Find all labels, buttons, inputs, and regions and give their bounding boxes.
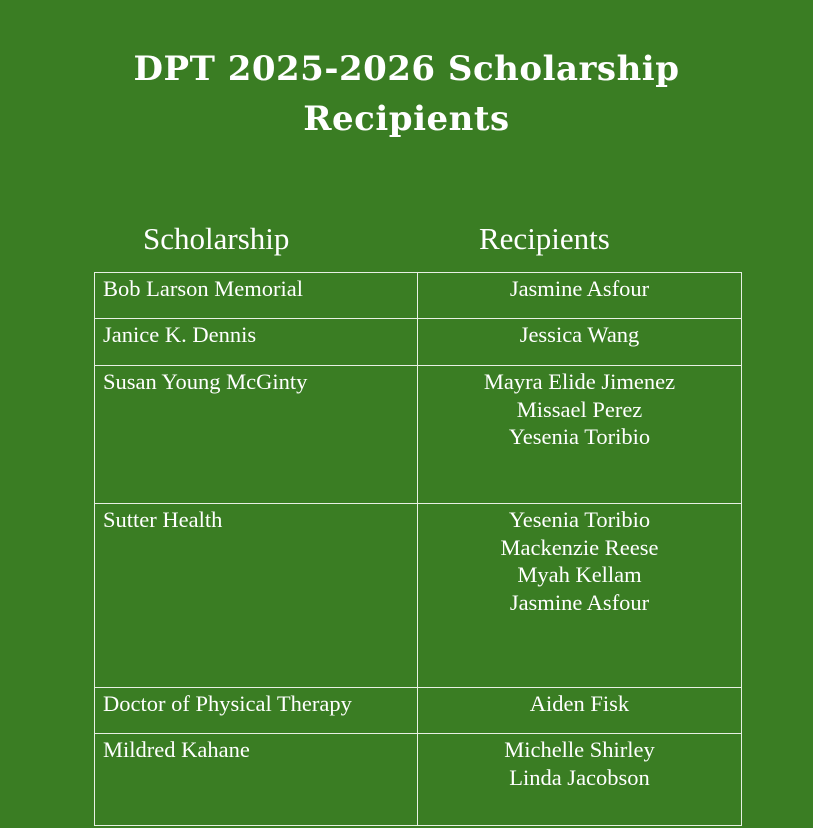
- recipient-name: Myah Kellam: [517, 562, 642, 587]
- recipient-name: Missael Perez: [516, 396, 643, 422]
- recipient-name: Yesenia Toribio: [508, 424, 651, 449]
- recipients-cell: [418, 366, 742, 504]
- scholarship-column-header: Scholarship: [143, 221, 290, 256]
- page-title: [0, 44, 813, 144]
- recipient-name: Jasmine Asfour: [509, 276, 650, 301]
- scholarship-name: Doctor of Physical Therapy: [95, 688, 418, 734]
- scholarship-name: Janice K. Dennis: [95, 319, 418, 366]
- recipients-cell: [418, 688, 742, 734]
- recipient-name: Jessica Wang: [519, 322, 640, 347]
- recipient-name: Mackenzie Reese: [500, 534, 659, 560]
- scholarship-name: Bob Larson Memorial: [95, 273, 418, 319]
- table-row: [95, 273, 742, 319]
- recipients-column-header: Recipients: [479, 221, 610, 256]
- recipients-cell: [418, 319, 742, 366]
- scholarship-name: Sutter Health: [95, 504, 418, 688]
- recipient-name: Mayra Elide Jimenez: [483, 369, 676, 394]
- scholarship-name: Susan Young McGinty: [95, 366, 418, 504]
- table-row: [95, 319, 742, 366]
- table-row: [95, 734, 742, 826]
- recipients-cell: [418, 504, 742, 688]
- table-row: [95, 688, 742, 734]
- recipient-name: Jasmine Asfour: [509, 589, 650, 615]
- table-row: [95, 366, 742, 504]
- page-title-line-1: DPT 2025-2026 Scholarship: [133, 49, 680, 89]
- recipient-name: Michelle Shirley: [504, 737, 655, 762]
- recipient-name: Aiden Fisk: [529, 691, 630, 716]
- recipients-cell: [418, 273, 742, 319]
- scholarship-table: [94, 272, 742, 826]
- recipient-name: Linda Jacobson: [509, 764, 650, 790]
- recipients-cell: [418, 734, 742, 826]
- table-row: [95, 504, 742, 688]
- scholarship-name: Mildred Kahane: [95, 734, 418, 826]
- page-title-line-2: Recipients: [303, 99, 510, 139]
- recipient-name: Yesenia Toribio: [508, 507, 651, 532]
